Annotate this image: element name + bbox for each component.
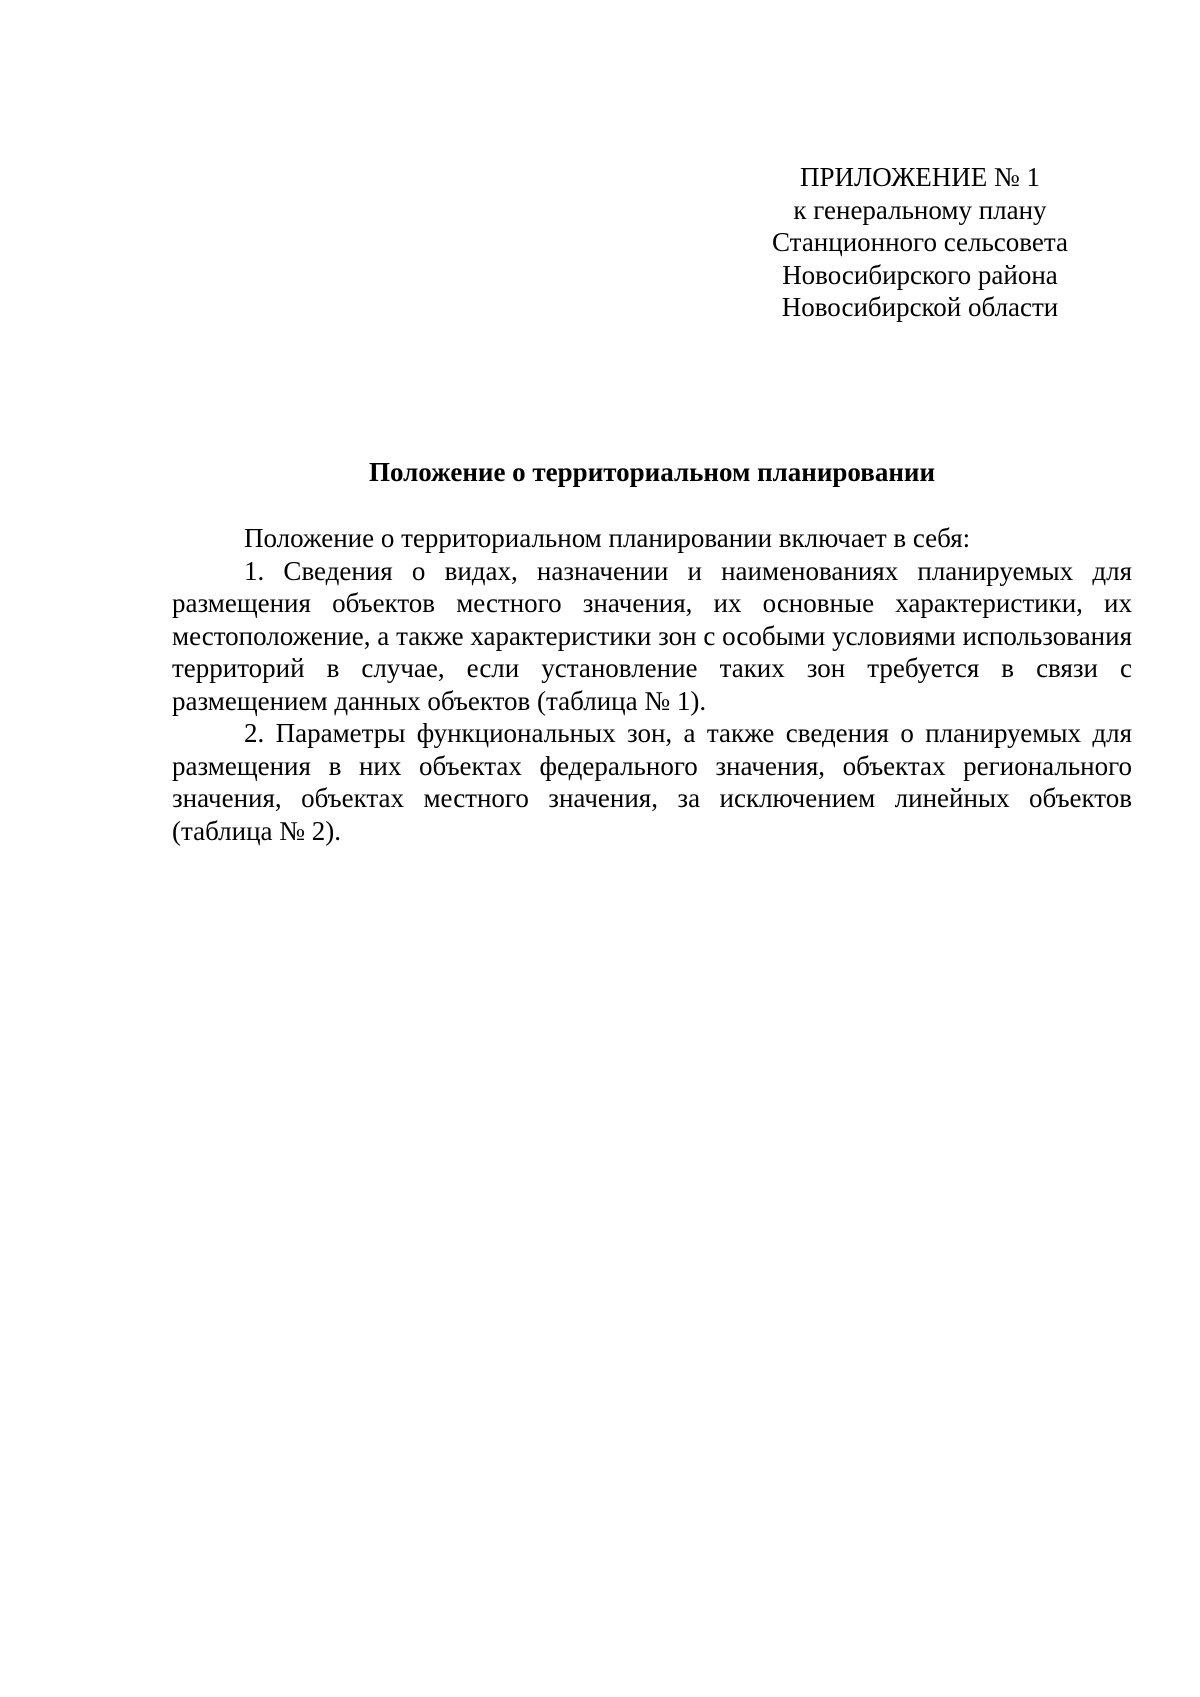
section-body [172,522,1132,847]
appendix-header [740,161,1100,324]
section-title: Положение о территориальном планировании [369,457,935,487]
appendix-line-district: Новосибирского района [782,259,1058,290]
appendix-line-council: Станционного сельсовета [772,227,1068,257]
appendix-line-region: Новосибирской области [781,292,1059,322]
appendix-line-plan: к генеральному плану [793,194,1047,225]
list-item: 2. Параметры функциональных зон, а также сведения о планируемых для размещения в них объектах федерального значения, объектах регионального значения, объектах местного значения, за исключением линейных объектов (таблица № 2). [172,718,1132,846]
list-item: 1. Сведения о видах, назначении и наименованиях планируемых для размещения объектов местного значения, их основные характеристики, их местоположение, а также характеристики зон с особыми условиями использования территорий в случае, если установление таких зон требуется в связи с размещением данных объектов (таблица № 1). [172,555,1132,716]
intro-paragraph: Положение о территориальном планировании включает в себя: [244,523,971,553]
appendix-number: ПРИЛОЖЕНИЕ № 1 [799,162,1041,192]
